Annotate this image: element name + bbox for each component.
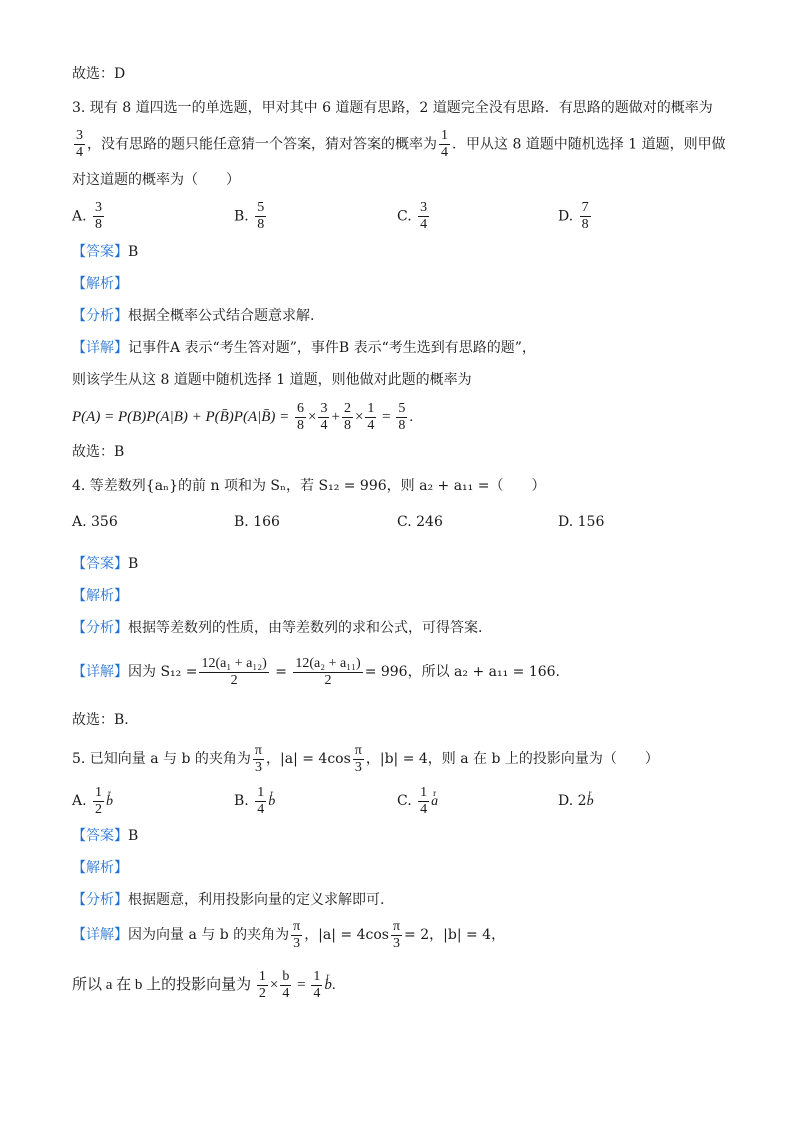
q4-option-a: A. 356	[72, 514, 118, 530]
q5-option-a: A. $\frac{1}{2}$ r b	[72, 784, 113, 819]
q4-stem: 4. 等差数列{aₙ}的前 n 项和为 Sₙ，若 S₁₂ = 996，则 a₂ + a₁₁ =（ ）	[72, 478, 546, 494]
q5-detail-line2: 所以 a 在 b 上的投影向量为 $\frac{1}{2}$ × $\frac{b}{4}$ = $\frac{1}{4}$ r b.	[72, 966, 336, 1004]
q3-stem-line2: $\frac{3}{4}$ ，没有思路的题只能任意猜一个答案，猜对答案的概率为 $\frac{1}{4}$ ．甲从这 8 道题中随机选择 1 道题，则甲做	[76, 128, 726, 160]
q3-option-c: C. $\frac{3}{4}$	[397, 200, 428, 232]
q5-option-b: B. $\frac{1}{4}$ r b	[234, 784, 275, 819]
q4-jiexi-heading: 【解析】	[72, 588, 128, 604]
q5-stem: 5. 已知向量 a 与 b 的夹角为 $\frac{\pi}{3}$ ，|a| = 4cos $\frac{\pi}{3}$ ，|b| = 4，则 a 在 b 上的投影向量为（ ）	[72, 742, 659, 775]
q3-formula: P(A) = P(B)P(A|B) + P(B̄)P(A|B̄) = $\frac{6}{8}$ × $\frac{3}{4}$ + $\frac{2}{8}$ × $\frac{1}{4}$ = $\frac{5}{8}$ .	[72, 401, 414, 434]
q3-option-b: B. $\frac{5}{8}$	[234, 200, 265, 232]
q3-detail-line2: 则该学生从这 8 道题中随机选择 1 道题，则他做对此题的概率为	[72, 372, 472, 388]
q4-option-b: B. 166	[234, 514, 280, 530]
q5-answer: 【答案】B	[72, 828, 139, 844]
q5-analysis: 【分析】根据题意，利用投影向量的定义求解即可.	[72, 892, 385, 908]
q4-final-choice: 故选：B.	[72, 712, 129, 728]
q4-option-c: C. 246	[397, 514, 443, 530]
q5-option-d: D. 2r b	[558, 784, 594, 819]
q3-stem-line1: 3. 现有 8 道四选一的单选题，甲对其中 6 道题有思路，2 道题完全没有思路．有思路的题做对的概率为	[72, 100, 713, 116]
q3-final-choice: 故选：B	[72, 444, 125, 460]
q3-option-a: A. $\frac{3}{8}$	[72, 200, 103, 232]
q3-analysis: 【分析】根据全概率公式结合题意求解.	[72, 308, 315, 324]
q5-jiexi-heading: 【解析】	[72, 860, 128, 876]
q3-stem-line3: 对这道题的概率为（ ）	[72, 172, 240, 188]
q3-answer: 【答案】B	[72, 244, 139, 260]
q3-option-d: D. $\frac{7}{8}$	[558, 200, 589, 232]
fraction-three-quarters: $\frac{3}{4}$	[76, 128, 83, 160]
q4-answer: 【答案】B	[72, 556, 139, 572]
q4-analysis: 【分析】根据等差数列的性质，由等差数列的求和公式，可得答案.	[72, 620, 483, 636]
q4-option-d: D. 156	[558, 514, 605, 530]
q3-detail: 【详解】记事件A 表示“考生答对题”，事件B 表示“考生选到有思路的题”，	[72, 340, 536, 356]
q5-option-c: C. $\frac{1}{4}$ r a	[397, 784, 438, 819]
q5-detail: 【详解】因为向量 a 与 b 的夹角为 $\frac{\pi}{3}$ ，|a| = 4cos $\frac{\pi}{3}$ = 2，|b| = 4，	[72, 918, 506, 951]
q4-detail: 【详解】因为 S₁₂ = $\frac{\text{12(a₁ + a₁₂)}}{2}$ = $\frac{\text{12(a₂ + a₁₁)}}{2}$ = 996，所以 a₂ + a₁₁ = 166.	[72, 655, 561, 688]
q3-jiexi-heading: 【解析】	[72, 276, 128, 292]
previous-choice: 故选：D	[72, 66, 126, 82]
fraction-one-quarter: $\frac{1}{4}$	[441, 128, 448, 160]
